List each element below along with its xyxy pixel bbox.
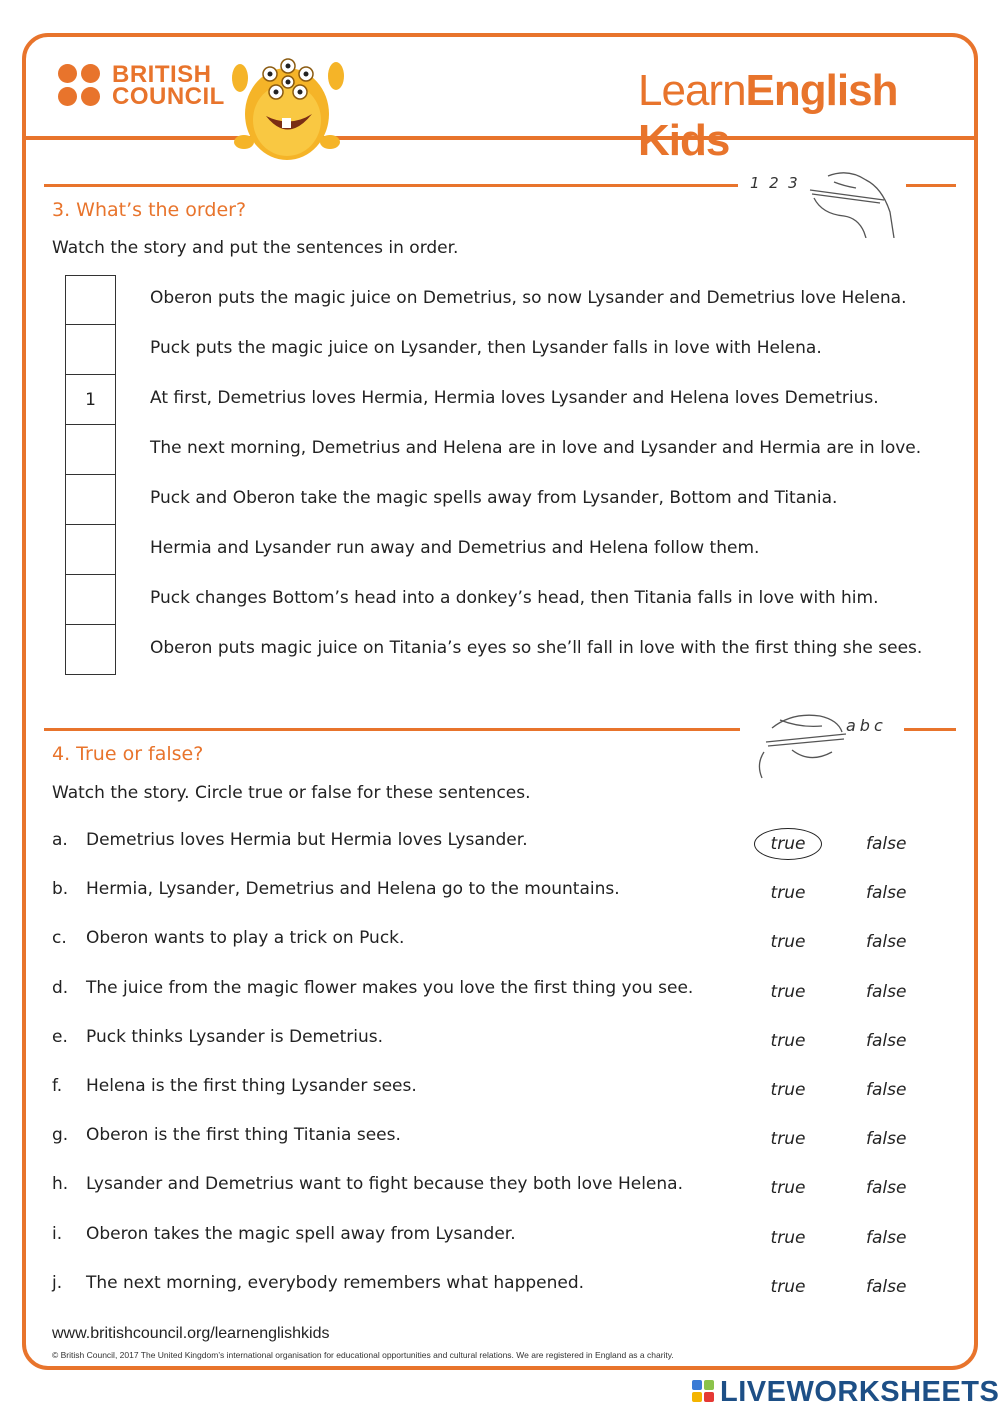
section4-title: 4. True or false? bbox=[52, 743, 204, 765]
tf-statement: The next morning, everybody remembers what happened. bbox=[86, 1272, 585, 1293]
order-number-box[interactable] bbox=[65, 475, 116, 525]
order-sentence: Puck changes Bottom’s head into a donkey’s head, then Titania falls in love with him. bbox=[150, 588, 879, 608]
footer-url: www.britishcouncil.org/learnenglishkids bbox=[52, 1325, 330, 1342]
true-option[interactable]: true bbox=[770, 1079, 806, 1100]
order-number-box[interactable] bbox=[65, 325, 116, 375]
monster-mascot-icon bbox=[226, 44, 348, 164]
tf-letter: e. bbox=[52, 1026, 68, 1047]
tf-statement: Oberon is the first thing Titania sees. bbox=[86, 1125, 401, 1146]
hand-writing-numbers-icon bbox=[748, 166, 898, 238]
tf-letter: f. bbox=[52, 1075, 63, 1096]
footer-copyright: © British Council, 2017 The United Kingdom’s international organisation for educational opportunities and cultural relations. We are registered in England as a charity. bbox=[52, 1350, 674, 1360]
order-row bbox=[65, 375, 955, 425]
tf-letter: b. bbox=[52, 879, 69, 900]
order-row bbox=[65, 425, 955, 475]
true-option[interactable]: true bbox=[770, 1276, 806, 1297]
tf-row bbox=[52, 1072, 952, 1121]
section3-divider-right bbox=[906, 184, 956, 187]
tf-statement: Lysander and Demetrius want to fight because they both love Helena. bbox=[86, 1174, 683, 1195]
tf-row bbox=[52, 1170, 952, 1219]
tf-row bbox=[52, 1269, 952, 1318]
tf-row bbox=[52, 974, 952, 1023]
tf-statement: Demetrius loves Hermia but Hermia loves Lysander. bbox=[86, 830, 528, 850]
false-option[interactable]: false bbox=[866, 1227, 907, 1248]
british-council-wordmark bbox=[112, 61, 225, 110]
hand-label-numbers: 1 2 3 bbox=[750, 174, 798, 192]
liveworksheets-icon bbox=[692, 1380, 716, 1404]
order-row bbox=[65, 575, 955, 625]
false-option[interactable]: false bbox=[866, 932, 907, 953]
false-option[interactable]: false bbox=[866, 1030, 907, 1051]
brand-line-1: BRITISH bbox=[112, 61, 212, 88]
true-option[interactable]: true bbox=[770, 883, 806, 904]
logo-kids: Kids bbox=[638, 116, 730, 165]
order-number-box[interactable] bbox=[65, 425, 116, 475]
order-row bbox=[65, 525, 955, 575]
tf-letter: c. bbox=[52, 928, 67, 949]
section3-divider-left bbox=[44, 184, 738, 187]
tf-statement: Puck thinks Lysander is Demetrius. bbox=[86, 1026, 383, 1047]
tf-statement: Oberon takes the magic spell away from Lysander. bbox=[86, 1223, 516, 1244]
order-number-box[interactable] bbox=[65, 525, 116, 575]
tf-letter: h. bbox=[52, 1174, 69, 1195]
order-number-box[interactable] bbox=[65, 625, 116, 675]
false-option[interactable]: false bbox=[866, 981, 907, 1002]
true-option[interactable]: true bbox=[770, 981, 806, 1002]
order-sentence: The next morning, Demetrius and Helena are in love and Lysander and Hermia are in love. bbox=[150, 438, 922, 458]
true-option[interactable]: true bbox=[770, 932, 806, 953]
order-sentence: Oberon puts the magic juice on Demetrius, so now Lysander and Demetrius love Helena. bbox=[150, 288, 907, 308]
order-sentence: Puck puts the magic juice on Lysander, then Lysander falls in love with Helena. bbox=[150, 338, 822, 358]
order-row bbox=[65, 275, 955, 325]
section3-title: 3. What’s the order? bbox=[52, 199, 247, 221]
tf-statement: Oberon wants to play a trick on Puck. bbox=[86, 928, 405, 949]
tf-letter: a. bbox=[52, 830, 68, 850]
false-option[interactable]: false bbox=[866, 1079, 907, 1100]
tf-statement: Hermia, Lysander, Demetrius and Helena go to the mountains. bbox=[86, 879, 620, 900]
order-row bbox=[65, 625, 955, 675]
true-false-list bbox=[52, 826, 952, 1318]
true-option-selected[interactable]: true bbox=[754, 828, 822, 860]
section4-instruction: Watch the story. Circle true or false for these sentences. bbox=[52, 783, 531, 803]
logo-learn: Learn bbox=[638, 66, 746, 115]
true-option[interactable]: true bbox=[770, 1129, 806, 1150]
liveworksheets-logo bbox=[692, 1376, 999, 1408]
true-option[interactable]: true bbox=[770, 1030, 806, 1051]
hand-writing-letters-icon bbox=[752, 706, 904, 782]
tf-statement: The juice from the magic flower makes you love the first thing you see. bbox=[86, 977, 694, 998]
tf-statement: Helena is the first thing Lysander sees. bbox=[86, 1075, 417, 1096]
order-sentence: Puck and Oberon take the magic spells away from Lysander, Bottom and Titania. bbox=[150, 488, 838, 508]
section3-instruction: Watch the story and put the sentences in order. bbox=[52, 238, 459, 258]
learnenglish-kids-logo bbox=[638, 66, 1000, 166]
false-option[interactable]: false bbox=[866, 1276, 907, 1297]
order-number-box[interactable] bbox=[65, 575, 116, 625]
order-sentence: At first, Demetrius loves Hermia, Hermia loves Lysander and Helena loves Demetrius. bbox=[150, 388, 879, 408]
tf-row bbox=[52, 1220, 952, 1269]
tf-row bbox=[52, 924, 952, 973]
order-sentence: Hermia and Lysander run away and Demetrius and Helena follow them. bbox=[150, 538, 760, 558]
order-list bbox=[65, 275, 955, 675]
tf-row bbox=[52, 826, 952, 875]
order-number-box[interactable]: 1 bbox=[65, 375, 116, 425]
brand-line-2: COUNCIL bbox=[112, 83, 225, 110]
tf-letter: g. bbox=[52, 1125, 69, 1146]
tf-letter: j. bbox=[52, 1272, 63, 1293]
hand-label-letters: abc bbox=[846, 716, 887, 735]
false-option[interactable]: false bbox=[866, 1178, 907, 1199]
british-council-logo-icon bbox=[58, 64, 102, 108]
order-row bbox=[65, 475, 955, 525]
tf-letter: d. bbox=[52, 977, 69, 998]
false-option[interactable]: false bbox=[866, 834, 907, 854]
tf-row bbox=[52, 875, 952, 924]
section4-divider-right bbox=[904, 728, 956, 731]
logo-english: English bbox=[745, 66, 898, 115]
false-option[interactable]: false bbox=[866, 1129, 907, 1150]
order-sentence: Oberon puts magic juice on Titania’s eyes so she’ll fall in love with the first thing she sees. bbox=[150, 638, 923, 658]
liveworksheets-wordmark: LIVEWORKSHEETS bbox=[720, 1375, 1000, 1408]
tf-row bbox=[52, 1121, 952, 1170]
true-option[interactable]: true bbox=[770, 1178, 806, 1199]
order-number-box[interactable] bbox=[65, 275, 116, 325]
false-option[interactable]: false bbox=[866, 883, 907, 904]
section4-divider-left bbox=[44, 728, 740, 731]
true-option[interactable]: true bbox=[770, 1227, 806, 1248]
order-row bbox=[65, 325, 955, 375]
tf-letter: i. bbox=[52, 1223, 63, 1244]
tf-row bbox=[52, 1023, 952, 1072]
